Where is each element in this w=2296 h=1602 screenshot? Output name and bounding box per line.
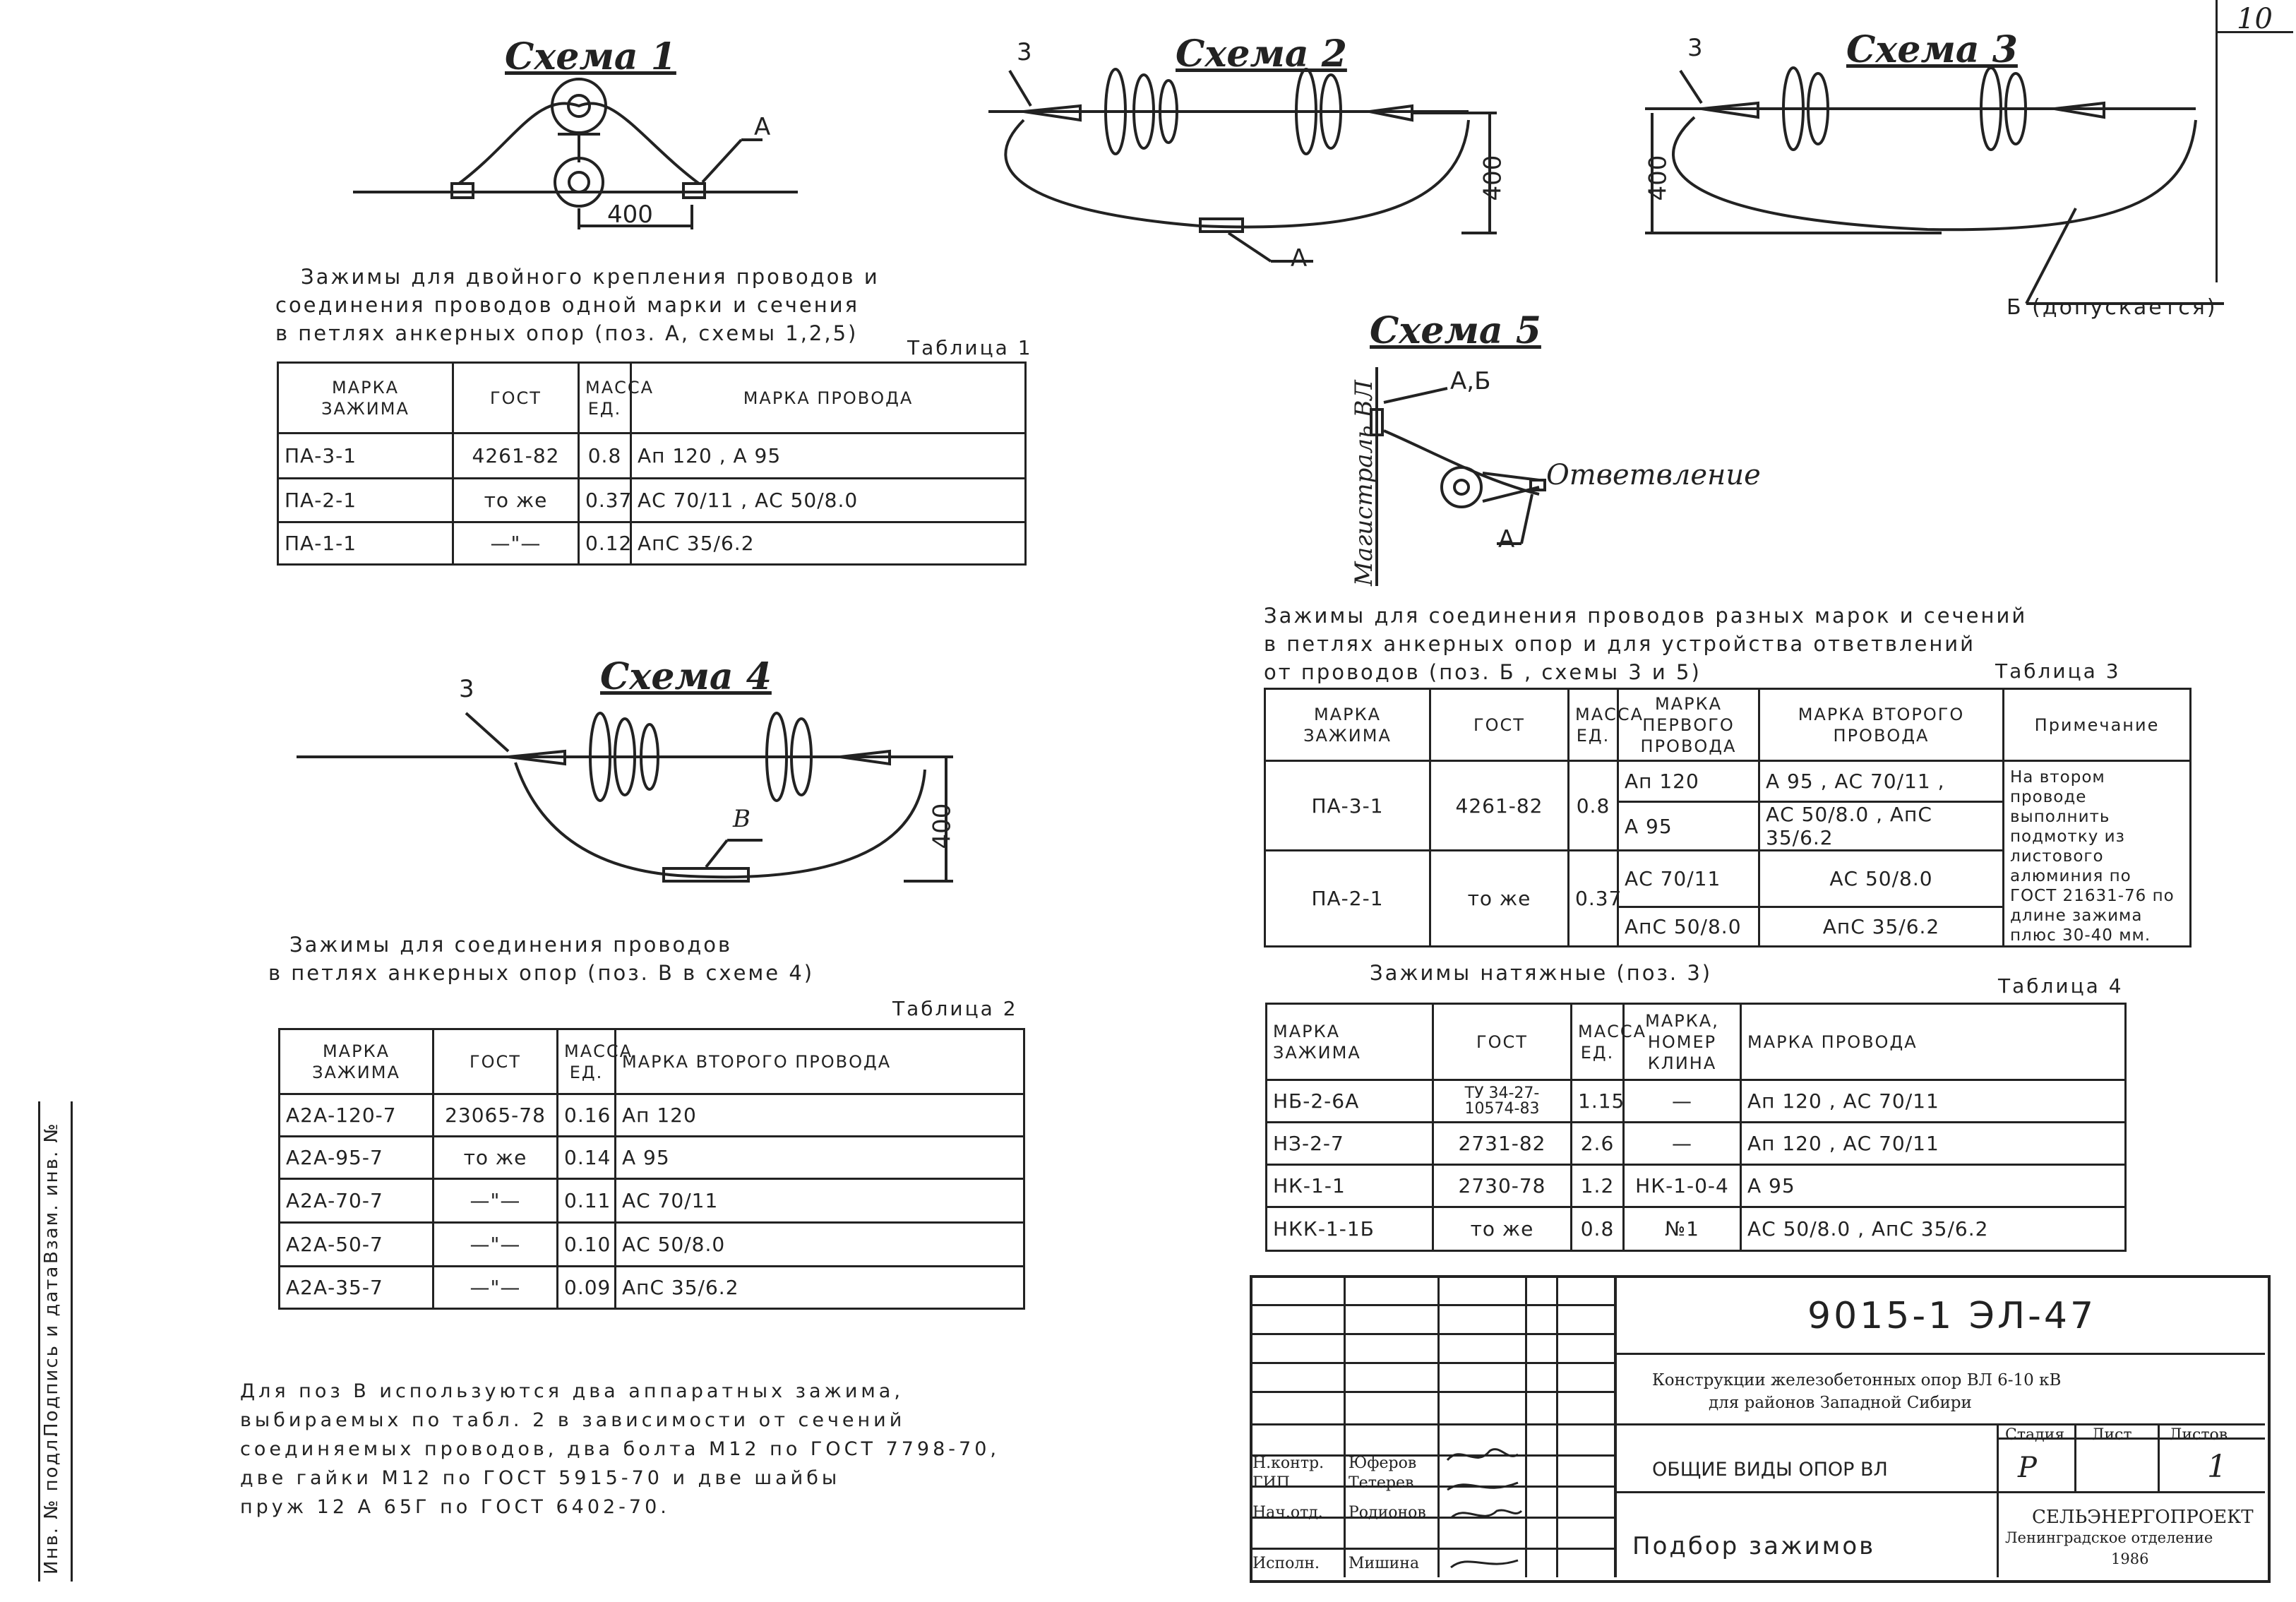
- stamp-org: СЕЛЬЭНЕРГОПРОЕКТ: [2032, 1507, 2254, 1528]
- table-cell: А2А-120-7: [280, 1094, 434, 1137]
- scheme-3-label-3: 3: [1687, 34, 1703, 62]
- table-cell: 2730-78: [1433, 1165, 1572, 1207]
- table-cell: Ап 120 , АС 70/11: [1741, 1123, 2126, 1165]
- table-4-header: МАРКА, НОМЕР КЛИНА: [1624, 1004, 1741, 1080]
- table-cell: АпС 35/6.2: [631, 522, 1026, 565]
- stamp-grid-line: [1250, 1333, 1615, 1335]
- table-cell: 0.16: [558, 1094, 616, 1137]
- table-1-caption-line: Зажимы для двойного крепления проводов и: [301, 265, 880, 289]
- stamp-grid-line: [1525, 1275, 1527, 1577]
- scheme-3-label-b: Б (допускается): [2007, 295, 2218, 320]
- note-line: выбираемых по табл. 2 в зависимости от сечений: [240, 1409, 906, 1431]
- table-3-header: МАРКА ЗАЖИМА: [1265, 689, 1430, 761]
- table-row: [280, 1179, 1024, 1223]
- table-4-header: МАССА ЕД.: [1572, 1004, 1624, 1080]
- table-cell: —"—: [434, 1223, 558, 1267]
- stamp-title-line: для районов Западной Сибири: [1709, 1394, 1972, 1412]
- stamp-grid-line: [1997, 1423, 1999, 1577]
- stamp-grid-line: [1615, 1353, 2265, 1355]
- table-cell: 1.2: [1572, 1165, 1624, 1207]
- side-label-signature-date: Подпись и дата: [41, 1265, 62, 1437]
- scheme-2-label-a: А: [1291, 244, 1308, 273]
- table-cell: 2731-82: [1433, 1123, 1572, 1165]
- table-1-header: МАССА ЕД.: [579, 363, 631, 434]
- table-cell: 0.37: [579, 479, 631, 522]
- table-2-name: Таблица 2: [892, 997, 1018, 1020]
- table-cell: то же: [434, 1137, 558, 1179]
- table-cell: А2А-50-7: [280, 1223, 434, 1267]
- frame-line-right: [2216, 0, 2218, 282]
- table-cell: 0.8: [579, 434, 631, 479]
- table-cell: АС 50/8.0: [616, 1223, 1024, 1267]
- table-cell: Ап 120 , А 95: [631, 434, 1026, 479]
- stamp-role: ГИП: [1252, 1474, 1290, 1492]
- scheme-4-label-v: В: [733, 805, 751, 833]
- table-cell: ПА-3-1: [278, 434, 453, 479]
- table-1-header: ГОСТ: [453, 363, 579, 434]
- stamp-grid-line: [1250, 1362, 1615, 1364]
- stamp-grid-line: [2074, 1423, 2076, 1491]
- table-cell: ПА-2-1: [278, 479, 453, 522]
- stamp-signatures: [1440, 1440, 1525, 1574]
- table-row: [1267, 1123, 2126, 1165]
- table-cell: 0.11: [558, 1179, 616, 1223]
- stamp-subtitle: ОБЩИЕ ВИДЫ ОПОР ВЛ: [1652, 1459, 1888, 1481]
- side-strip-line: [71, 1101, 73, 1582]
- scheme-4-dimension: 400: [928, 803, 957, 849]
- table-cell: 1.15: [1572, 1080, 1624, 1123]
- scheme-1-drawing: [346, 56, 805, 240]
- table-cell: —: [1624, 1123, 1741, 1165]
- table-2-header: МАССА ЕД.: [558, 1029, 616, 1094]
- table-row: [280, 1267, 1024, 1309]
- scheme-5-label-main-line: Магистраль ВЛ: [1350, 380, 1378, 586]
- table-3-caption-line: в петлях анкерных опор и для устройства ответвлений: [1264, 632, 1975, 656]
- table-4-header: ГОСТ: [1433, 1004, 1572, 1080]
- table-cell: АС 70/11: [1618, 851, 1759, 907]
- table-cell: 0.37: [1569, 851, 1618, 947]
- stamp-stage-header: Стадия: [2005, 1426, 2065, 1444]
- table-cell: 0.10: [558, 1223, 616, 1267]
- table-2-caption-line: в петлях анкерных опор (поз. В в схеме 4): [268, 961, 815, 985]
- table-1-header: МАРКА ПРОВОДА: [631, 363, 1026, 434]
- scheme-1-title: Схема 1: [505, 35, 676, 78]
- scheme-2-drawing: [974, 56, 1511, 282]
- table-cell: АпС 50/8.0: [1618, 907, 1759, 947]
- stamp-grid-line: [1615, 1423, 2265, 1425]
- table-cell: 0.8: [1569, 761, 1618, 851]
- table-cell: АпС 35/6.2: [1759, 907, 2004, 947]
- table-cell: —"—: [453, 522, 579, 565]
- table-3-header: ГОСТ: [1430, 689, 1569, 761]
- table-cell: то же: [1430, 851, 1569, 947]
- scheme-4-label-3: 3: [459, 675, 474, 703]
- table-1: [277, 361, 1027, 566]
- stamp-role: Нач.отд.: [1252, 1504, 1323, 1522]
- scheme-5-label-branch: Ответвление: [1546, 459, 1761, 491]
- stamp-name: Мишина: [1349, 1555, 1420, 1572]
- table-4-header: МАРКА ЗАЖИМА: [1267, 1004, 1433, 1080]
- stamp-grid-line: [1437, 1275, 1440, 1577]
- table-4: [1265, 1003, 2127, 1252]
- scheme-1-label-a: А: [754, 113, 771, 141]
- table-3-remark: На втором проводе выполнить подмотку из листового алюминия по ГОСТ 21631-76 по длине зажима плюс 30-40 мм.: [2004, 761, 2191, 947]
- table-2-caption-line: Зажимы для соединения проводов: [289, 933, 733, 957]
- stamp-grid-line: [1556, 1275, 1558, 1577]
- scheme-2-label-3: 3: [1017, 38, 1032, 66]
- table-2: [278, 1028, 1025, 1310]
- table-3-header: МАССА ЕД.: [1569, 689, 1618, 761]
- table-row: [1267, 1080, 2126, 1123]
- table-cell: А2А-70-7: [280, 1179, 434, 1223]
- table-cell: А 95: [616, 1137, 1024, 1179]
- table-1-caption-line: в петлях анкерных опор (поз. А, схемы 1,2,5): [275, 321, 859, 345]
- side-label-inventory: Инв. № подл.: [41, 1430, 62, 1574]
- note-line: пруж 12 А 65Г по ГОСТ 6402-70.: [240, 1496, 670, 1518]
- table-1-caption: [275, 263, 880, 347]
- table-cell: АС 50/8.0 , АпС 35/6.2: [1741, 1207, 2126, 1251]
- stamp-name: Тетерев: [1349, 1474, 1414, 1492]
- scheme-4-title: Схема 4: [600, 655, 772, 698]
- table-cell: №1: [1624, 1207, 1741, 1251]
- stamp-stage-value: Р: [2018, 1452, 2037, 1484]
- note-line: соединяемых проводов, два болта М12 по ГОСТ 7798-70,: [240, 1438, 1000, 1460]
- scheme-5-title: Схема 5: [1370, 309, 1541, 352]
- scheme-3-title: Схема 3: [1846, 28, 2018, 71]
- table-cell: 4261-82: [1430, 761, 1569, 851]
- table-cell: —: [1624, 1080, 1741, 1123]
- table-row: [278, 522, 1026, 565]
- page-number: 10: [2237, 3, 2273, 35]
- table-cell: 23065-78: [434, 1094, 558, 1137]
- note-line: две гайки М12 по ГОСТ 5915-70 и две шайбы: [240, 1467, 841, 1489]
- table-cell: то же: [1433, 1207, 1572, 1251]
- table-cell: 0.8: [1572, 1207, 1624, 1251]
- table-cell: Ап 120 , АС 70/11: [1741, 1080, 2126, 1123]
- stamp-grid-line: [1250, 1304, 1615, 1306]
- table-2-caption: [268, 931, 814, 987]
- table-row: [1265, 761, 2191, 802]
- table-cell: А 95: [1741, 1165, 2126, 1207]
- table-3-caption: [1264, 602, 2027, 686]
- table-4-name: Таблица 4: [1998, 974, 2124, 998]
- table-2-header: ГОСТ: [434, 1029, 558, 1094]
- stamp-grid-line: [1614, 1275, 1617, 1577]
- table-cell: А 95: [1618, 802, 1759, 851]
- note-paragraph: [240, 1377, 1000, 1522]
- table-row: [1267, 1165, 2126, 1207]
- table-2-header: МАРКА ВТОРОГО ПРОВОДА: [616, 1029, 1024, 1094]
- table-cell: то же: [453, 479, 579, 522]
- stamp-sheets-value: 1: [2207, 1449, 2227, 1485]
- stamp-grid-line: [1250, 1423, 1615, 1425]
- table-cell: Ап 120: [616, 1094, 1024, 1137]
- table-cell: Ап 120: [1618, 761, 1759, 802]
- stamp-org: 1986: [2111, 1550, 2149, 1567]
- stamp-grid-line: [1615, 1491, 2265, 1493]
- table-cell: ПА-1-1: [278, 522, 453, 565]
- scheme-4-drawing: [282, 699, 988, 911]
- note-line: Для поз В используются два аппаратных зажима,: [240, 1380, 904, 1402]
- scheme-5-label-a: А: [1498, 525, 1515, 554]
- table-cell: 0.12: [579, 522, 631, 565]
- stamp-doc-number: 9015-1 ЭЛ-47: [1807, 1295, 2097, 1337]
- table-cell: АС 70/11: [616, 1179, 1024, 1223]
- table-cell: АС 50/8.0: [1759, 851, 2004, 907]
- table-cell: ПА-2-1: [1265, 851, 1430, 947]
- table-3-header: МАРКА ПЕРВОГО ПРОВОДА: [1618, 689, 1759, 761]
- table-3-header: МАРКА ВТОРОГО ПРОВОДА: [1759, 689, 2004, 761]
- stamp-org: Ленинградское отделение: [2005, 1529, 2213, 1546]
- table-row: [1267, 1207, 2126, 1251]
- table-row: [278, 479, 1026, 522]
- table-4-caption: Зажимы натяжные (поз. 3): [1370, 961, 1713, 985]
- table-cell: НБ-2-6А: [1267, 1080, 1433, 1123]
- side-strip-line: [38, 1101, 40, 1582]
- scheme-3-dimension: 400: [1644, 155, 1673, 201]
- table-row: [280, 1137, 1024, 1179]
- stamp-name: Родионов: [1349, 1504, 1426, 1522]
- stamp-grid-line: [1344, 1275, 1346, 1577]
- table-cell: —"—: [434, 1267, 558, 1309]
- scheme-2-title: Схема 2: [1176, 32, 1347, 76]
- stamp-title-line: Конструкции железобетонных опор ВЛ 6-10 кВ: [1652, 1371, 2062, 1389]
- table-4-header: МАРКА ПРОВОДА: [1741, 1004, 2126, 1080]
- table-cell: АС 50/8.0 , АпС 35/6.2: [1759, 802, 2004, 851]
- table-cell: ТУ 34-27-10574-83: [1433, 1080, 1572, 1123]
- table-cell: АС 70/11 , АС 50/8.0: [631, 479, 1026, 522]
- table-cell: НК-1-0-4: [1624, 1165, 1741, 1207]
- table-cell: А 95 , АС 70/11 ,: [1759, 761, 2004, 802]
- table-2-header: МАРКА ЗАЖИМА: [280, 1029, 434, 1094]
- table-cell: НЗ-2-7: [1267, 1123, 1433, 1165]
- stamp-grid-line: [1250, 1486, 1615, 1488]
- stamp-grid-line: [1250, 1548, 1615, 1550]
- stamp-sheets-header: Листов: [2169, 1426, 2228, 1444]
- table-cell: 0.09: [558, 1267, 616, 1309]
- table-cell: 4261-82: [453, 434, 579, 479]
- stamp-grid-line: [1250, 1391, 1615, 1393]
- table-cell: —"—: [434, 1179, 558, 1223]
- stamp-sheet-title: Подбор зажимов: [1632, 1532, 1876, 1560]
- table-3-caption-line: от проводов (поз. Б , схемы 3 и 5): [1264, 660, 1702, 684]
- stamp-role: Н.контр.: [1252, 1454, 1325, 1472]
- table-cell: НКК-1-1Б: [1267, 1207, 1433, 1251]
- table-cell: АпС 35/6.2: [616, 1267, 1024, 1309]
- scheme-2-dimension: 400: [1478, 155, 1507, 201]
- table-cell: А2А-35-7: [280, 1267, 434, 1309]
- stamp-grid-line: [2158, 1423, 2160, 1491]
- table-row: [280, 1094, 1024, 1137]
- table-row: [278, 434, 1026, 479]
- table-row: [280, 1223, 1024, 1267]
- table-cell: 0.14: [558, 1137, 616, 1179]
- stamp-role: Исполн.: [1252, 1555, 1320, 1572]
- table-3-caption-line: Зажимы для соединения проводов разных марок и сечений: [1264, 604, 2028, 628]
- table-3: [1264, 688, 2192, 948]
- side-label-replaced-inventory: Взам. инв. №: [41, 1122, 62, 1264]
- table-cell: А2А-95-7: [280, 1137, 434, 1179]
- table-1-caption-line: соединения проводов одной марки и сечения: [275, 293, 860, 317]
- scheme-3-drawing: [1631, 56, 2210, 268]
- table-1-header: МАРКА ЗАЖИМА: [278, 363, 453, 434]
- table-cell: НК-1-1: [1267, 1165, 1433, 1207]
- stamp-sheet-header: Лист: [2091, 1426, 2132, 1444]
- stamp-name: Юферов: [1349, 1454, 1417, 1472]
- scheme-5-label-ab: А,Б: [1450, 367, 1491, 395]
- table-cell: ПА-3-1: [1265, 761, 1430, 851]
- table-cell: 2.6: [1572, 1123, 1624, 1165]
- table-3-name: Таблица 3: [1995, 659, 2121, 683]
- scheme-1-dimension: 400: [607, 201, 653, 229]
- table-3-header: Примечание: [2004, 689, 2191, 761]
- table-1-name: Таблица 1: [907, 336, 1033, 359]
